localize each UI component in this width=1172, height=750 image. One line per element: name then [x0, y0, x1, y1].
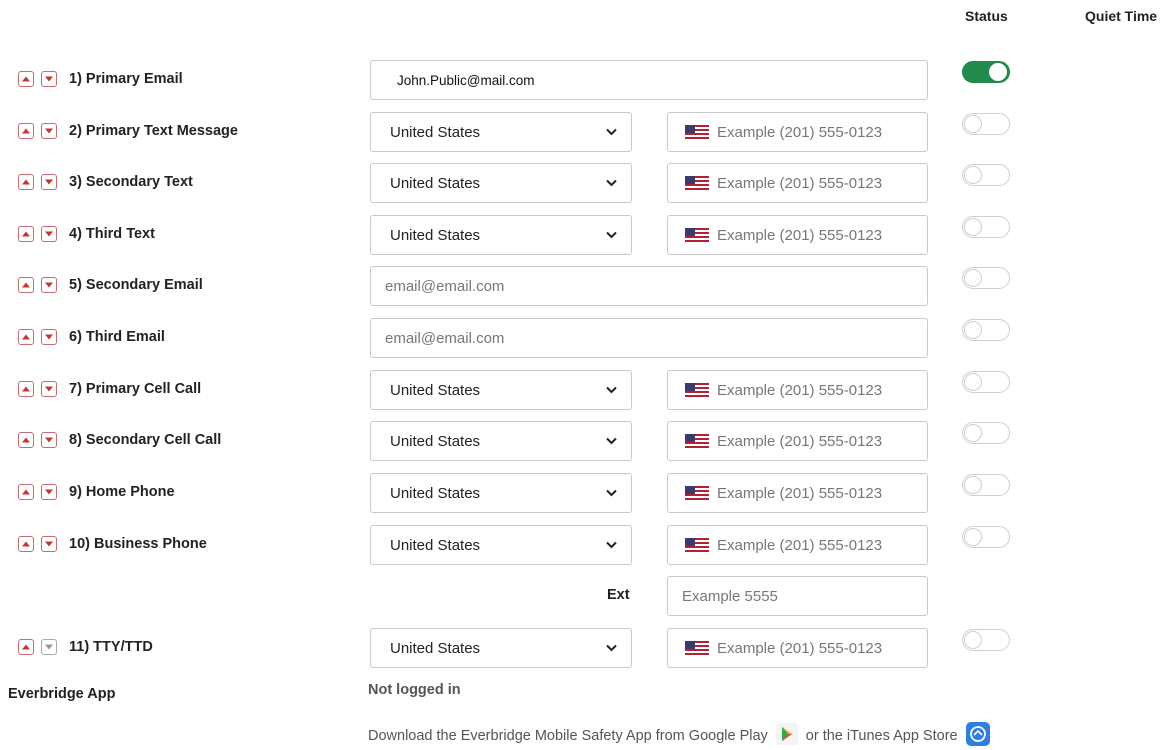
- contact-row-secondary-email: [0, 266, 1172, 306]
- move-down-button[interactable]: [41, 432, 57, 448]
- chevron-down-icon: [606, 179, 617, 187]
- row-label: 8) Secondary Cell Call: [69, 432, 222, 448]
- toggle-knob: [964, 631, 982, 649]
- us-flag-icon: [685, 538, 709, 552]
- move-up-button[interactable]: [18, 329, 34, 345]
- contact-row-primary-text: [0, 112, 1172, 152]
- chevron-up-icon: [22, 437, 30, 443]
- phone-placeholder: Example (201) 555-0123: [717, 536, 883, 554]
- chevron-up-icon: [22, 76, 30, 82]
- move-down-button[interactable]: [41, 277, 57, 293]
- chevron-down-icon: [606, 386, 617, 394]
- chevron-up-icon: [22, 128, 30, 134]
- status-toggle[interactable]: [962, 422, 1010, 444]
- chevron-down-icon: [606, 231, 617, 239]
- chevron-down-icon: [45, 76, 53, 82]
- move-down-button[interactable]: [41, 381, 57, 397]
- contact-row-home-phone: [0, 473, 1172, 513]
- ext-input[interactable]: [667, 576, 928, 616]
- country-value: United States: [390, 381, 481, 399]
- contact-row-secondary-text: [0, 163, 1172, 203]
- app-store-link[interactable]: [966, 722, 990, 750]
- chevron-down-icon: [606, 644, 617, 652]
- toggle-knob: [964, 373, 982, 391]
- chevron-up-icon: [22, 231, 30, 237]
- toggle-knob: [964, 115, 982, 133]
- move-up-button[interactable]: [18, 174, 34, 190]
- email-value: John.Public@mail.com: [397, 72, 535, 88]
- phone-input[interactable]: [667, 473, 928, 513]
- us-flag-icon: [685, 383, 709, 397]
- toggle-knob: [964, 321, 982, 339]
- move-up-button[interactable]: [18, 484, 34, 500]
- row-label: 10) Business Phone: [69, 536, 207, 552]
- row-label: 2) Primary Text Message: [69, 123, 238, 139]
- move-up-button[interactable]: [18, 226, 34, 242]
- row-label: 9) Home Phone: [69, 484, 175, 500]
- contact-row-primary-cell-call: [0, 370, 1172, 410]
- country-select[interactable]: [370, 628, 632, 668]
- move-down-button[interactable]: [41, 174, 57, 190]
- phone-input[interactable]: [667, 421, 928, 461]
- phone-input[interactable]: [667, 112, 928, 152]
- everbridge-app-label: Everbridge App: [8, 686, 116, 702]
- country-select[interactable]: [370, 525, 632, 565]
- phone-input[interactable]: [667, 163, 928, 203]
- phone-placeholder: Example (201) 555-0123: [717, 432, 883, 450]
- contact-row-third-email: [0, 318, 1172, 358]
- contact-row-primary-email: [0, 60, 1172, 100]
- chevron-up-icon: [22, 334, 30, 340]
- download-app-store-text: or the iTunes App Store: [805, 728, 958, 744]
- us-flag-icon: [685, 125, 709, 139]
- app-store-icon: [966, 722, 990, 746]
- toggle-knob: [964, 424, 982, 442]
- country-value: United States: [390, 484, 481, 502]
- move-up-button[interactable]: [18, 381, 34, 397]
- app-login-status: Not logged in: [368, 682, 461, 698]
- status-toggle[interactable]: [962, 474, 1010, 496]
- status-toggle[interactable]: [962, 61, 1010, 83]
- chevron-down-icon: [45, 386, 53, 392]
- google-play-link[interactable]: [776, 723, 798, 749]
- country-value: United States: [390, 226, 481, 244]
- row-label: 5) Secondary Email: [69, 277, 203, 293]
- row-label: 3) Secondary Text: [69, 174, 193, 190]
- us-flag-icon: [685, 176, 709, 190]
- status-toggle[interactable]: [962, 216, 1010, 238]
- chevron-down-icon: [606, 437, 617, 445]
- email-placeholder: email@email.com: [385, 277, 505, 295]
- move-down-button[interactable]: [41, 484, 57, 500]
- move-down-button[interactable]: [41, 226, 57, 242]
- move-down-button[interactable]: [41, 536, 57, 552]
- chevron-down-icon: [45, 128, 53, 134]
- chevron-up-icon: [22, 386, 30, 392]
- country-select[interactable]: [370, 163, 632, 203]
- ext-placeholder: Example 5555: [682, 587, 778, 605]
- phone-placeholder: Example (201) 555-0123: [717, 174, 883, 192]
- country-value: United States: [390, 123, 481, 141]
- email-field[interactable]: [370, 266, 928, 306]
- email-placeholder: email@email.com: [385, 329, 505, 347]
- country-select[interactable]: [370, 473, 632, 513]
- email-field[interactable]: [370, 318, 928, 358]
- contact-row-tty: [0, 628, 1172, 668]
- toggle-knob: [964, 528, 982, 546]
- chevron-down-icon: [606, 489, 617, 497]
- chevron-down-icon: [45, 541, 53, 547]
- chevron-up-icon: [22, 644, 30, 650]
- status-toggle[interactable]: [962, 113, 1010, 135]
- country-value: United States: [390, 536, 481, 554]
- row-label: 4) Third Text: [69, 226, 155, 242]
- chevron-down-icon: [606, 128, 617, 136]
- quiet-time-column-header: Quiet Time: [1085, 8, 1158, 24]
- contact-row-third-text: [0, 215, 1172, 255]
- chevron-down-icon: [45, 282, 53, 288]
- ext-label: Ext: [607, 587, 630, 603]
- us-flag-icon: [685, 641, 709, 655]
- move-down-button[interactable]: [41, 71, 57, 87]
- us-flag-icon: [685, 486, 709, 500]
- country-select[interactable]: [370, 215, 632, 255]
- contact-row-business-phone: [0, 525, 1172, 565]
- chevron-down-icon: [45, 489, 53, 495]
- status-toggle[interactable]: [962, 526, 1010, 548]
- chevron-down-icon: [45, 437, 53, 443]
- chevron-down-icon: [45, 644, 53, 650]
- move-up-button[interactable]: [18, 639, 34, 655]
- move-up-button[interactable]: [18, 536, 34, 552]
- move-up-button[interactable]: [18, 277, 34, 293]
- country-select[interactable]: [370, 421, 632, 461]
- chevron-up-icon: [22, 489, 30, 495]
- chevron-down-icon: [45, 231, 53, 237]
- row-label: 6) Third Email: [69, 329, 165, 345]
- us-flag-icon: [685, 228, 709, 242]
- phone-placeholder: Example (201) 555-0123: [717, 123, 883, 141]
- chevron-up-icon: [22, 541, 30, 547]
- toggle-knob: [964, 476, 982, 494]
- phone-placeholder: Example (201) 555-0123: [717, 381, 883, 399]
- chevron-down-icon: [606, 541, 617, 549]
- download-google-play-text: Download the Everbridge Mobile Safety App from Google Play: [368, 728, 768, 744]
- chevron-down-icon: [45, 179, 53, 185]
- country-select[interactable]: [370, 370, 632, 410]
- contact-row-secondary-cell-call: [0, 421, 1172, 461]
- row-label: 11) TTY/TTD: [69, 639, 153, 655]
- status-toggle[interactable]: [962, 164, 1010, 186]
- business-phone-ext-row: [0, 576, 1172, 616]
- toggle-knob: [989, 63, 1007, 81]
- status-toggle[interactable]: [962, 267, 1010, 289]
- status-toggle[interactable]: [962, 371, 1010, 393]
- chevron-up-icon: [22, 179, 30, 185]
- move-up-button[interactable]: [18, 432, 34, 448]
- country-select[interactable]: [370, 112, 632, 152]
- phone-placeholder: Example (201) 555-0123: [717, 226, 883, 244]
- phone-placeholder: Example (201) 555-0123: [717, 639, 883, 657]
- chevron-up-icon: [22, 282, 30, 288]
- toggle-knob: [964, 218, 982, 236]
- email-field[interactable]: [370, 60, 928, 100]
- phone-input[interactable]: [667, 370, 928, 410]
- country-value: United States: [390, 639, 481, 657]
- toggle-knob: [964, 269, 982, 287]
- row-label: 7) Primary Cell Call: [69, 381, 202, 397]
- status-toggle[interactable]: [962, 629, 1010, 651]
- phone-input[interactable]: [667, 628, 928, 668]
- move-down-button[interactable]: [41, 123, 57, 139]
- move-up-button[interactable]: [18, 123, 34, 139]
- app-download-text: [368, 722, 998, 750]
- country-value: United States: [390, 432, 481, 450]
- country-value: United States: [390, 174, 481, 192]
- toggle-knob: [964, 166, 982, 184]
- google-play-icon: [776, 723, 798, 745]
- phone-input[interactable]: [667, 525, 928, 565]
- status-column-header: Status: [965, 8, 1008, 24]
- phone-placeholder: Example (201) 555-0123: [717, 484, 883, 502]
- row-label: 1) Primary Email: [69, 71, 183, 87]
- move-up-button[interactable]: [18, 71, 34, 87]
- chevron-down-icon: [45, 334, 53, 340]
- phone-input[interactable]: [667, 215, 928, 255]
- us-flag-icon: [685, 434, 709, 448]
- move-down-button[interactable]: [41, 329, 57, 345]
- status-toggle[interactable]: [962, 319, 1010, 341]
- move-down-button[interactable]: [41, 639, 57, 655]
